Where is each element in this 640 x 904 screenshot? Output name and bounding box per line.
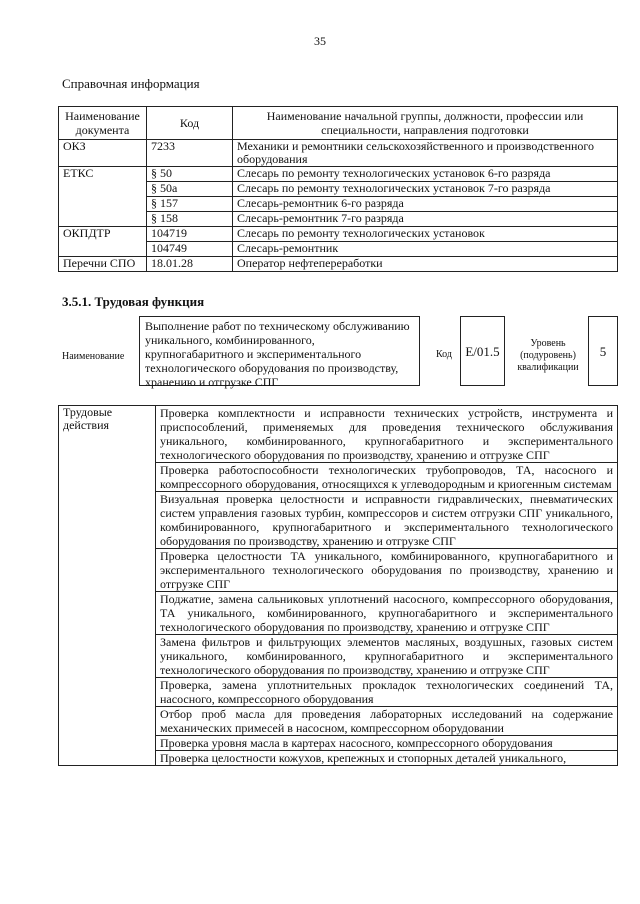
ref-code-cell: § 158: [147, 212, 233, 227]
table-row: [59, 227, 618, 242]
ref-doc-cell: Перечни СПО: [59, 257, 147, 272]
reference-header-row: [59, 107, 618, 140]
ref-code-cell: 7233: [147, 140, 233, 167]
reference-heading: Справочная информация: [62, 76, 200, 91]
ref-name-cell: Механики и ремонтники сельскохозяйственного и производственного оборудования: [233, 140, 618, 167]
ref-name-cell: Слесарь по ремонту технологических установок 6-го разряда: [233, 167, 618, 182]
ref-code-cell: § 50: [147, 167, 233, 182]
labor-action-item: Проверка работоспособности технологических трубопроводов, ТА, насосного и компрессорного оборудования, относящихся к углеводородным и криогенным системам: [156, 463, 618, 492]
labor-action-item: Проверка, замена уплотнительных прокладок технологических соединений ТА, насосного, компрессорного оборудования: [156, 678, 618, 707]
reference-table: [58, 106, 618, 272]
labor-action-item: Поджатие, замена сальниковых уплотнений насосного, компрессорного оборудования, ТА уникального, комбинированного, крупногабаритного и экспериментального технологического оборудования по производству, хранению и отгрузке СПГ: [156, 592, 618, 635]
labor-action-item: Проверка целостности кожухов, крепежных и стопорных деталей уникального,: [156, 751, 618, 766]
labor-action-item: Проверка комплектности и исправности технических устройств, инструмента и приспособлений, применяемых для проведения технического обслуживания уникального, комбинированного, крупногабаритного и экспериментального технологического оборудования по производству, хранению и отгрузке СПГ: [156, 406, 618, 463]
labor-action-item: Визуальная проверка целостности и исправности гидравлических, пневматических систем управления газовых турбин, компрессоров и систем отгрузки СПГ уникального, комбинированного, крупногабаритного и экспериментального технологического оборудования по производству, хранению и отгрузке СПГ: [156, 492, 618, 549]
labor-function-heading: 3.5.1. Трудовая функция: [62, 294, 205, 309]
labor-actions-table: [58, 405, 618, 766]
function-code-label: Код: [436, 349, 452, 360]
table-row: [59, 167, 618, 182]
header-name: Наименование начальной группы, должности, профессии или специальности, направления подготовки: [233, 107, 618, 140]
ref-doc-cell: ОКЗ: [59, 140, 147, 167]
ref-doc-cell: ОКПДТР: [59, 227, 147, 257]
qualification-level-label: Уровень (подуровень) квалификации: [517, 338, 579, 373]
function-code-box: E/01.5: [460, 316, 505, 386]
ref-code-cell: 104749: [147, 242, 233, 257]
ref-doc-cell: ЕТКС: [59, 167, 147, 227]
ref-code-cell: § 50а: [147, 182, 233, 197]
ref-code-cell: 104719: [147, 227, 233, 242]
table-row: [59, 257, 618, 272]
header-code: Код: [147, 107, 233, 140]
ref-name-cell: Оператор нефтепереработки: [233, 257, 618, 272]
function-name-label: Наименование: [62, 351, 125, 362]
function-name-box: Выполнение работ по техническому обслуживанию уникального, комбинированного, крупногабаритного и экспериментального технологического оборудования по производству, хранению и отгрузке СПГ: [139, 316, 420, 386]
ref-name-cell: Слесарь-ремонтник 6-го разряда: [233, 197, 618, 212]
header-doc-name: Наименование документа: [59, 107, 147, 140]
labor-action-item: Проверка уровня масла в картерах насосного, компрессорного оборудования: [156, 736, 618, 751]
labor-action-item: Отбор проб масла для проведения лабораторных исследований на содержание механических примесей в насосном, компрессорном оборудовании: [156, 707, 618, 736]
ref-name-cell: Слесарь-ремонтник: [233, 242, 618, 257]
ref-name-cell: Слесарь по ремонту технологических установок: [233, 227, 618, 242]
table-row: [59, 140, 618, 167]
ref-code-cell: 18.01.28: [147, 257, 233, 272]
page-number: 35: [314, 34, 326, 48]
ref-name-cell: Слесарь по ремонту технологических установок 7-го разряда: [233, 182, 618, 197]
labor-actions-label: Трудовые действия: [59, 406, 156, 766]
labor-action-item: Замена фильтров и фильтрующих элементов масляных, воздушных, газовых систем уникального, комбинированного, крупногабаритного и экспериментального технологического оборудования по производству, хранению и отгрузке СПГ: [156, 635, 618, 678]
ref-code-cell: § 157: [147, 197, 233, 212]
labor-action-item: Проверка целостности ТА уникального, комбинированного, крупногабаритного и экспериментального технологического оборудования по производству, хранению и отгрузке СПГ: [156, 549, 618, 592]
table-row: [59, 406, 618, 463]
ref-name-cell: Слесарь-ремонтник 7-го разряда: [233, 212, 618, 227]
qualification-level-box: 5: [588, 316, 618, 386]
